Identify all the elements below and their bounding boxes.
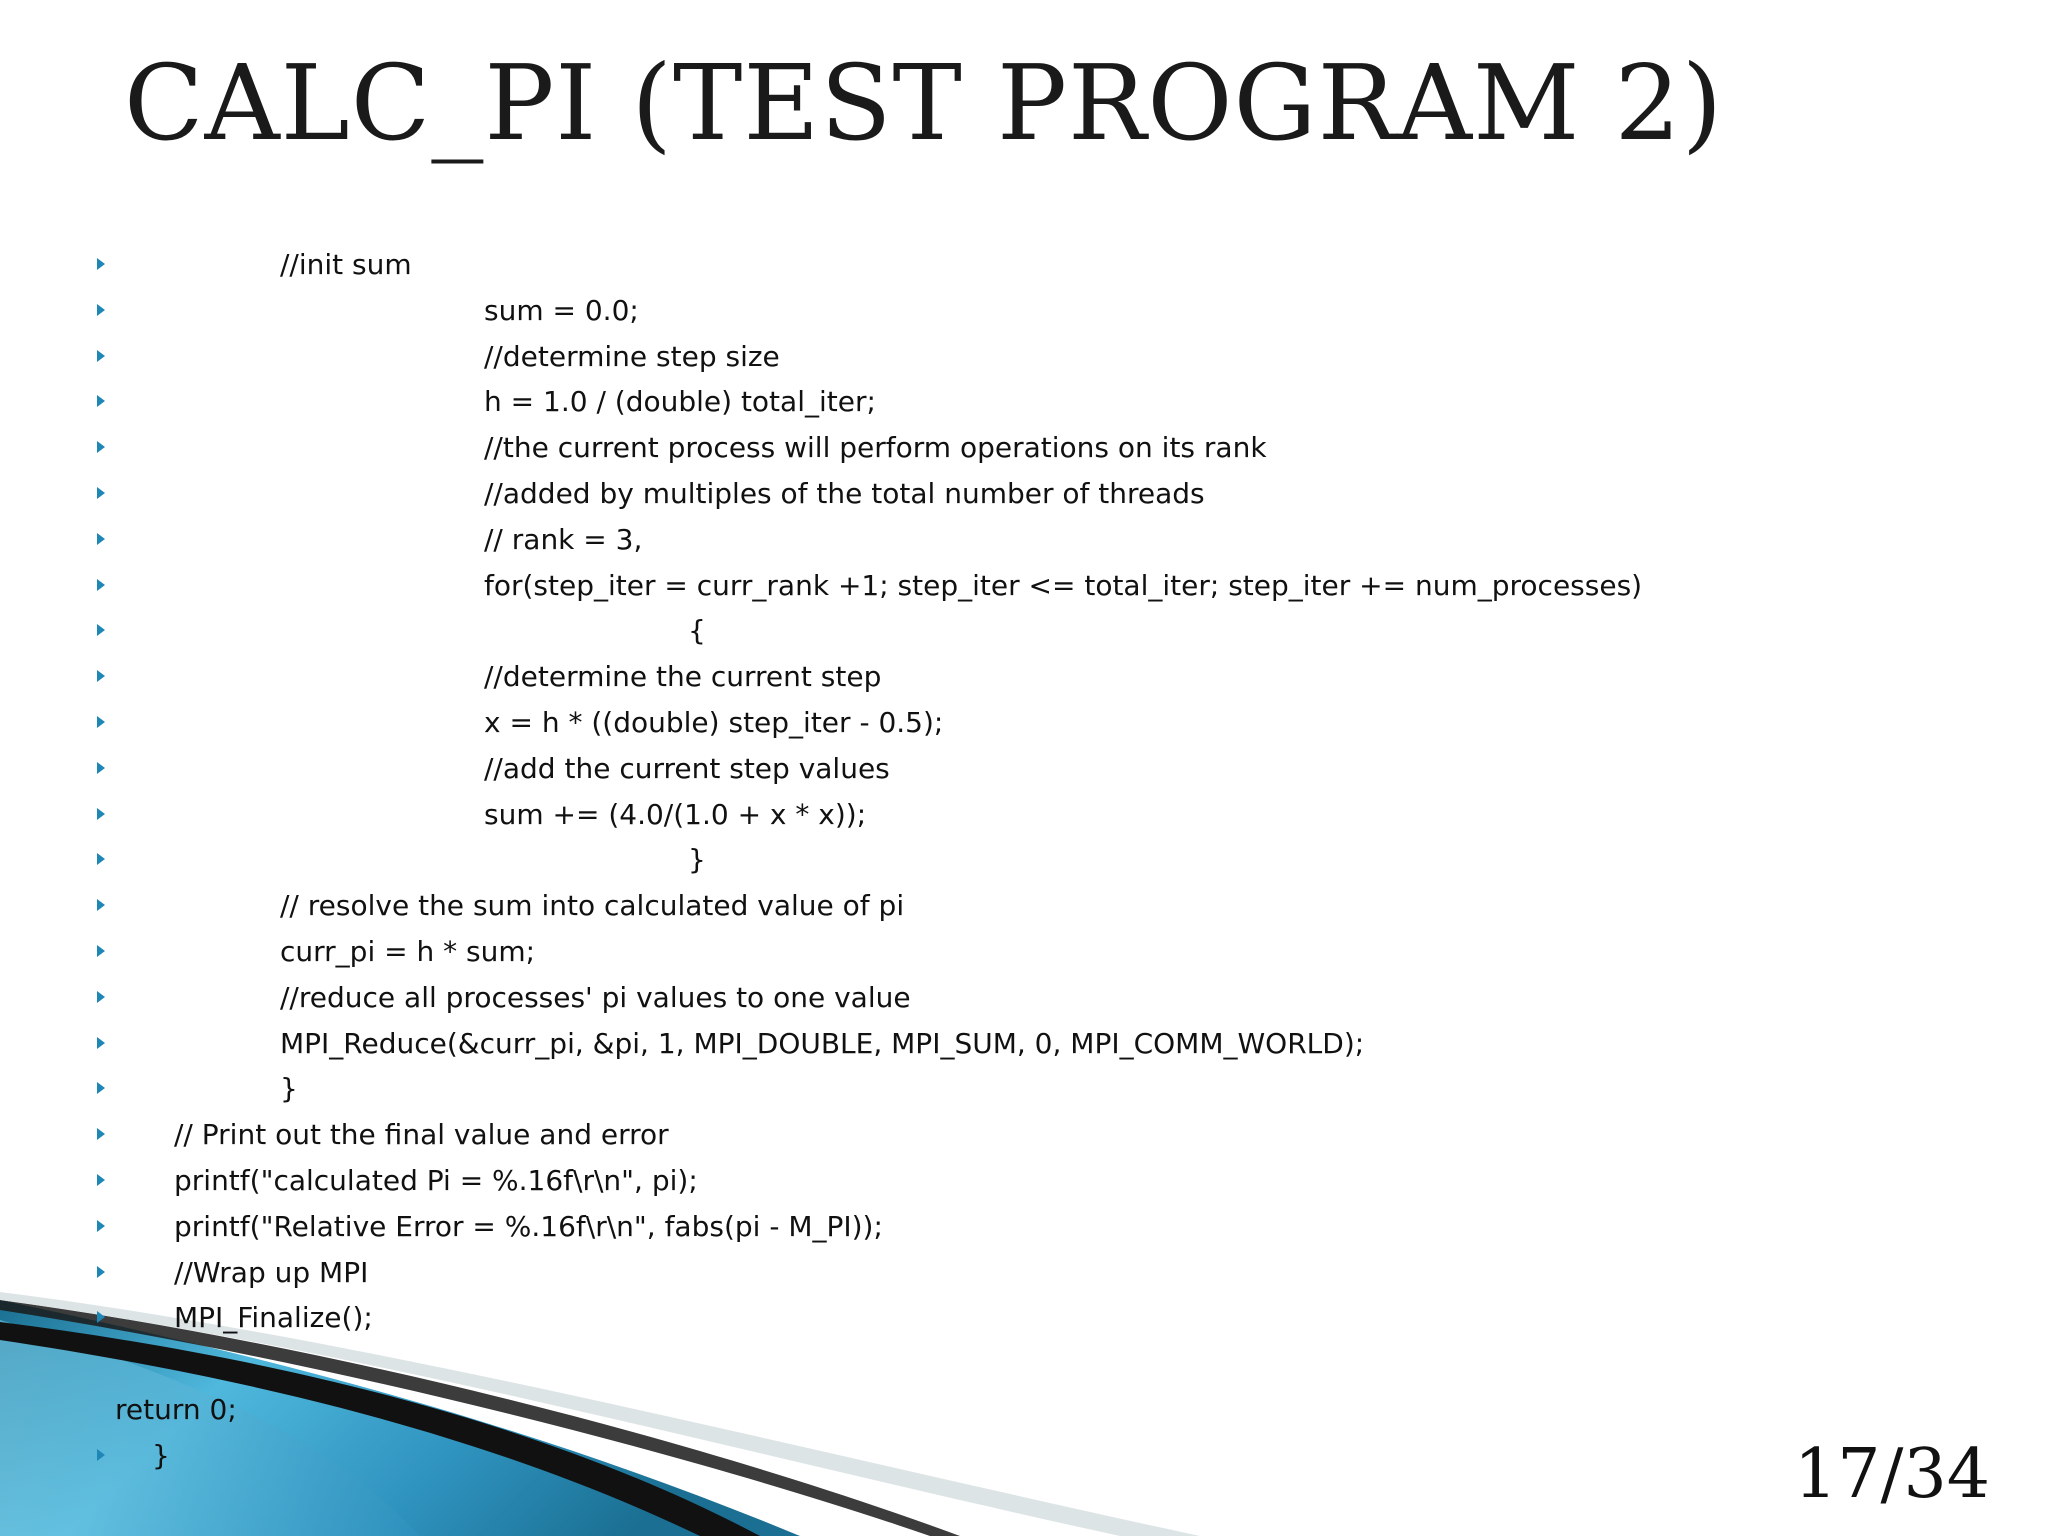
bullet-arrow-icon	[97, 487, 105, 499]
bullet-arrow-icon	[97, 579, 105, 591]
page-number: 17/34	[1794, 1435, 1990, 1514]
code-text: sum += (4.0/(1.0 + x * x));	[484, 797, 867, 831]
bullet-arrow-icon	[97, 304, 105, 316]
code-text: curr_pi = h * sum;	[280, 934, 536, 968]
bullet-arrow-icon	[97, 991, 105, 1003]
code-text: //init sum	[280, 248, 412, 281]
bullet-arrow-icon	[97, 670, 105, 682]
slide-title: CALC_PI (TEST PROGRAM 2)	[124, 42, 1724, 164]
code-text: h = 1.0 / (double) total_iter;	[484, 385, 876, 419]
code-text: sum = 0.0;	[484, 293, 639, 327]
code-text: //reduce all processes' pi values to one value	[280, 980, 911, 1014]
bullet-arrow-icon	[97, 1311, 105, 1323]
code-text: x = h * ((double) step_iter - 0.5);	[484, 705, 944, 739]
code-text: {	[688, 614, 706, 648]
bullet-arrow-icon	[97, 1174, 105, 1186]
code-text: printf("Relative Error = %.16f\r\n", fabs(pi - M_PI));	[174, 1209, 883, 1243]
bullet-arrow-icon	[97, 853, 105, 865]
code-text: return 0;	[115, 1392, 237, 1426]
bullet-arrow-icon	[97, 350, 105, 362]
code-text: //determine step size	[484, 339, 780, 373]
code-text: }	[152, 1438, 170, 1472]
code-text: //determine the current step	[484, 660, 882, 694]
bullet-arrow-icon	[97, 1449, 105, 1461]
bullet-arrow-icon	[97, 1037, 105, 1049]
bullet-arrow-icon	[97, 899, 105, 911]
bullet-arrow-icon	[97, 1266, 105, 1278]
bullet-arrow-icon	[97, 945, 105, 957]
code-text: MPI_Reduce(&curr_pi, &pi, 1, MPI_DOUBLE, MPI_SUM, 0, MPI_COMM_WORLD);	[280, 1026, 1365, 1060]
code-text: }	[280, 1072, 298, 1106]
code-text: //the current process will perform operations on its rank	[484, 431, 1267, 465]
bullet-arrow-icon	[97, 395, 105, 407]
bullet-arrow-icon	[97, 762, 105, 774]
bullet-arrow-icon	[97, 808, 105, 820]
bullet-arrow-icon	[97, 1082, 105, 1094]
bullet-arrow-icon	[97, 533, 105, 545]
code-text: // resolve the sum into calculated value of pi	[280, 889, 905, 923]
code-text: // rank = 3,	[484, 522, 643, 556]
code-text: //add the current step values	[484, 751, 890, 785]
bullet-arrow-icon	[97, 716, 105, 728]
code-text: // Print out the final value and error	[174, 1118, 669, 1152]
bullet-arrow-icon	[97, 258, 105, 270]
bullet-arrow-icon	[97, 1128, 105, 1140]
code-text: }	[688, 843, 706, 877]
code-text: for(step_iter = curr_rank +1; step_iter <= total_iter; step_iter += num_processes)	[484, 568, 1643, 602]
bullet-arrow-icon	[97, 441, 105, 453]
code-text: printf("calculated Pi = %.16f\r\n", pi);	[174, 1163, 698, 1197]
bullet-arrow-icon	[97, 1220, 105, 1232]
code-text: MPI_Finalize();	[174, 1301, 373, 1335]
code-text: //Wrap up MPI	[174, 1255, 369, 1289]
bullet-arrow-icon	[97, 624, 105, 636]
code-text: //added by multiples of the total number of threads	[484, 476, 1205, 510]
